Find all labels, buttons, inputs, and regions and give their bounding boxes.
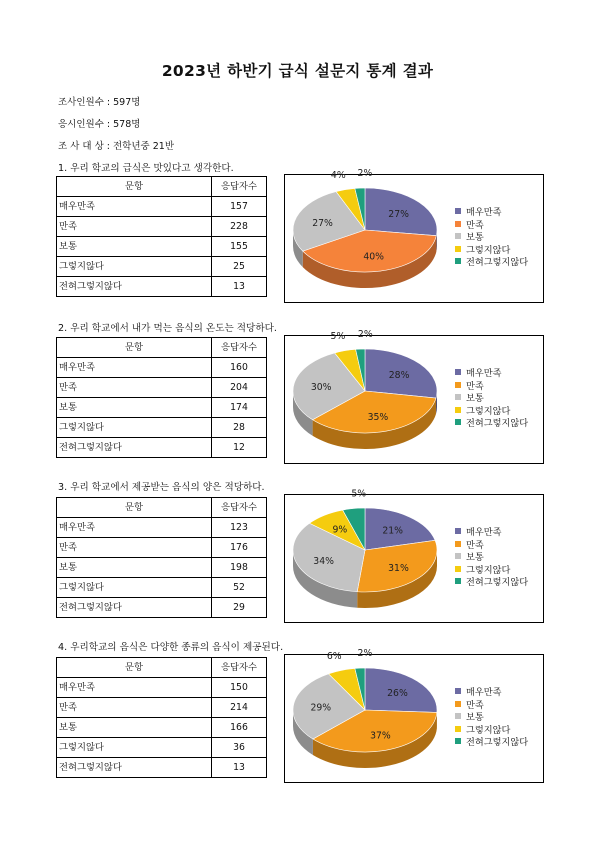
- row-label: 만족: [57, 698, 212, 718]
- row-count: 166: [212, 718, 267, 738]
- table-row: [57, 518, 267, 538]
- pie-pct-label: 37%: [370, 730, 391, 742]
- table-row: [57, 398, 267, 418]
- table-row: [57, 418, 267, 438]
- legend-label: 전혀그렇지않다: [466, 418, 529, 430]
- response-table: [56, 657, 267, 778]
- row-count: 36: [212, 738, 267, 758]
- row-label: 매우만족: [57, 358, 212, 378]
- legend-swatch: [455, 233, 461, 239]
- row-count: 52: [212, 578, 267, 598]
- pie-pct-label: 5%: [351, 488, 367, 500]
- pie-pct-label: 2%: [357, 648, 373, 660]
- legend-swatch: [455, 553, 461, 559]
- info-survey-count: 조사인원수 : 597명: [58, 97, 141, 108]
- page-title: 2023년 하반기 급식 설문지 통계 결과: [161, 62, 434, 80]
- response-table: [56, 337, 267, 458]
- row-label: 보통: [57, 718, 212, 738]
- question-title: 2. 우리 학교에서 내가 먹는 음식의 온도는 적당하다.: [58, 323, 277, 334]
- legend-swatch: [455, 394, 461, 400]
- header-count: 응답자수: [212, 498, 267, 518]
- legend-item: [455, 710, 528, 723]
- header-item: 문항: [57, 658, 212, 678]
- legend-swatch: [455, 578, 461, 584]
- pie-chart-box: [284, 488, 544, 623]
- row-label: 전혀그렇지않다: [57, 598, 212, 618]
- row-label: 보통: [57, 237, 212, 257]
- table-row: [57, 277, 267, 297]
- pie-pct-label: 40%: [363, 251, 385, 263]
- row-count: 174: [212, 398, 267, 418]
- question-title: 3. 우리 학교에서 제공받는 음식의 양은 적당하다.: [58, 482, 265, 493]
- table-header-row: [57, 338, 267, 358]
- info-target: 조 사 대 상 : 전학년중 21반: [58, 141, 175, 152]
- legend-label: 그렇지않다: [466, 405, 511, 417]
- row-count: 228: [212, 217, 267, 237]
- legend-item: [455, 698, 528, 711]
- row-label: 매우만족: [57, 197, 212, 217]
- legend-label: 만족: [466, 699, 484, 711]
- legend-swatch: [455, 566, 461, 572]
- legend-label: 보통: [466, 552, 484, 564]
- table-header-row: [57, 498, 267, 518]
- legend-swatch: [455, 208, 461, 214]
- pie-pct-label: 4%: [330, 169, 346, 181]
- row-count: 150: [212, 678, 267, 698]
- legend-label: 전혀그렇지않다: [466, 257, 529, 269]
- legend-item: [455, 205, 528, 218]
- legend-item: [455, 243, 528, 256]
- row-label: 만족: [57, 538, 212, 558]
- header-item: 문항: [57, 338, 212, 358]
- table-header-row: [57, 177, 267, 197]
- pie-chart-box: [284, 329, 544, 464]
- table-row: [57, 197, 267, 217]
- pie-pct-label: 9%: [332, 524, 348, 536]
- legend-label: 보통: [466, 232, 484, 244]
- row-label: 그렇지않다: [57, 578, 212, 598]
- chart-legend: [455, 366, 528, 429]
- legend-item: [455, 379, 528, 392]
- pie-pct-label: 27%: [312, 217, 333, 229]
- response-table: [56, 176, 267, 297]
- legend-item: [455, 685, 528, 698]
- row-label: 보통: [57, 558, 212, 578]
- row-label: 매우만족: [57, 678, 212, 698]
- row-label: 전혀그렇지않다: [57, 758, 212, 778]
- table-row: [57, 438, 267, 458]
- legend-label: 그렇지않다: [466, 244, 511, 256]
- legend-label: 만족: [466, 380, 484, 392]
- pie-pct-label: 26%: [387, 688, 408, 700]
- chart-legend: [455, 525, 528, 588]
- row-label: 그렇지않다: [57, 738, 212, 758]
- table-row: [57, 257, 267, 277]
- header-count: 응답자수: [212, 177, 267, 197]
- table-row: [57, 358, 267, 378]
- legend-label: 매우만족: [466, 368, 502, 380]
- legend-label: 보통: [466, 712, 484, 724]
- header-count: 응답자수: [212, 658, 267, 678]
- legend-item: [455, 255, 528, 268]
- table-row: [57, 738, 267, 758]
- legend-swatch: [455, 688, 461, 694]
- row-count: 123: [212, 518, 267, 538]
- legend-swatch: [455, 541, 461, 547]
- legend-item: [455, 218, 528, 231]
- legend-swatch: [455, 528, 461, 534]
- row-label: 만족: [57, 378, 212, 398]
- pie-pct-label: 6%: [326, 650, 342, 662]
- response-table: [56, 497, 267, 618]
- legend-label: 매우만족: [466, 527, 502, 539]
- info-respondent-count: 응시인원수 : 578명: [58, 119, 141, 130]
- row-count: 13: [212, 277, 267, 297]
- legend-swatch: [455, 221, 461, 227]
- question-title: 4. 우리학교의 음식은 다양한 종류의 음식이 제공된다.: [58, 642, 284, 653]
- table-row: [57, 758, 267, 778]
- row-count: 176: [212, 538, 267, 558]
- row-label: 전혀그렇지않다: [57, 277, 212, 297]
- legend-label: 전혀그렇지않다: [466, 577, 529, 589]
- pie-chart-box: [284, 648, 544, 783]
- pie-pct-label: 27%: [388, 208, 409, 220]
- table-row: [57, 598, 267, 618]
- row-label: 전혀그렇지않다: [57, 438, 212, 458]
- legend-label: 보통: [466, 393, 484, 405]
- header-item: 문항: [57, 177, 212, 197]
- table-row: [57, 558, 267, 578]
- row-label: 만족: [57, 217, 212, 237]
- row-count: 157: [212, 197, 267, 217]
- legend-item: [455, 735, 528, 748]
- table-row: [57, 698, 267, 718]
- row-count: 29: [212, 598, 267, 618]
- legend-item: [455, 416, 528, 429]
- row-count: 155: [212, 237, 267, 257]
- legend-item: [455, 550, 528, 563]
- row-count: 204: [212, 378, 267, 398]
- pie-pct-label: 34%: [313, 555, 334, 567]
- legend-label: 만족: [466, 219, 484, 231]
- pie-pct-label: 5%: [330, 331, 346, 343]
- legend-swatch: [455, 407, 461, 413]
- row-label: 그렇지않다: [57, 257, 212, 277]
- legend-swatch: [455, 258, 461, 264]
- legend-swatch: [455, 726, 461, 732]
- table-row: [57, 538, 267, 558]
- legend-swatch: [455, 701, 461, 707]
- legend-swatch: [455, 369, 461, 375]
- row-label: 보통: [57, 398, 212, 418]
- table-row: [57, 217, 267, 237]
- pie-pct-label: 31%: [388, 563, 409, 575]
- header-item: 문항: [57, 498, 212, 518]
- legend-swatch: [455, 419, 461, 425]
- row-count: 160: [212, 358, 267, 378]
- row-count: 198: [212, 558, 267, 578]
- legend-item: [455, 525, 528, 538]
- legend-item: [455, 230, 528, 243]
- pie-pct-label: 28%: [388, 370, 410, 382]
- legend-item: [455, 366, 528, 379]
- pie-pct-label: 29%: [310, 702, 332, 714]
- legend-swatch: [455, 738, 461, 744]
- table-row: [57, 678, 267, 698]
- row-count: 214: [212, 698, 267, 718]
- legend-item: [455, 723, 528, 736]
- row-count: 13: [212, 758, 267, 778]
- header-count: 응답자수: [212, 338, 267, 358]
- pie-pct-label: 35%: [367, 411, 389, 423]
- legend-swatch: [455, 713, 461, 719]
- pie-pct-label: 30%: [310, 382, 332, 394]
- row-count: 12: [212, 438, 267, 458]
- row-label: 그렇지않다: [57, 418, 212, 438]
- legend-swatch: [455, 246, 461, 252]
- legend-item: [455, 404, 528, 417]
- legend-label: 전혀그렇지않다: [466, 737, 529, 749]
- row-count: 28: [212, 418, 267, 438]
- legend-label: 그렇지않다: [466, 724, 511, 736]
- pie-chart-box: [284, 168, 544, 303]
- legend-label: 만족: [466, 539, 484, 551]
- pie-pct-label: 2%: [357, 168, 373, 180]
- row-count: 25: [212, 257, 267, 277]
- legend-item: [455, 538, 528, 551]
- legend-item: [455, 563, 528, 576]
- chart-legend: [455, 685, 528, 748]
- legend-label: 매우만족: [466, 207, 502, 219]
- table-row: [57, 237, 267, 257]
- pie-pct-label: 21%: [382, 525, 404, 537]
- legend-item: [455, 575, 528, 588]
- legend-label: 그렇지않다: [466, 564, 511, 576]
- table-row: [57, 378, 267, 398]
- row-label: 매우만족: [57, 518, 212, 538]
- pie-pct-label: 2%: [357, 329, 373, 341]
- table-header-row: [57, 658, 267, 678]
- table-row: [57, 578, 267, 598]
- legend-item: [455, 391, 528, 404]
- question-title: 1. 우리 학교의 급식은 맛있다고 생각한다.: [58, 163, 234, 174]
- legend-swatch: [455, 382, 461, 388]
- legend-label: 매우만족: [466, 687, 502, 699]
- chart-legend: [455, 205, 528, 268]
- table-row: [57, 718, 267, 738]
